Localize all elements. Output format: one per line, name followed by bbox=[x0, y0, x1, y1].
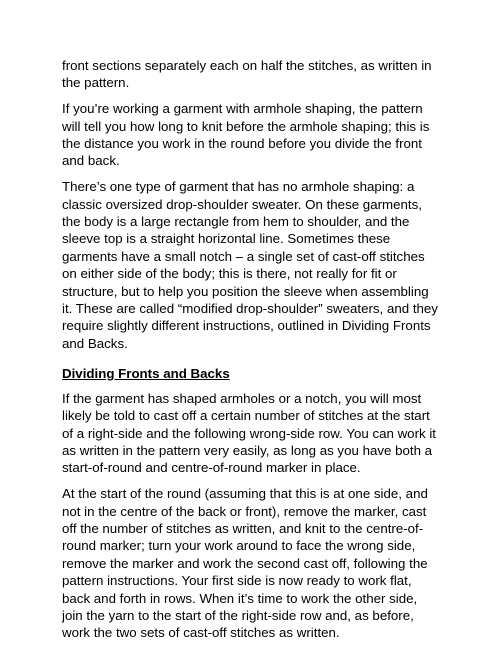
body-paragraph-1: front sections separately each on half the stitches, as written in the pattern. bbox=[62, 58, 432, 91]
document-page bbox=[62, 57, 438, 650]
body-paragraph-4: If the garment has shaped armholes or a notch, you will most likely be told to cast off a certain number of stitches at the start of a right-side and the following wrong-side row. You can work it as written in the pattern very easily, as long as you have both a start-of-round and centre-of-round marker in place. bbox=[62, 390, 437, 476]
body-paragraph-2: If you’re working a garment with armhole shaping, the pattern will tell you how long to knit before the armhole shaping; this is the distance you work in the round before you divide the front and back. bbox=[62, 101, 430, 169]
body-paragraph-3: There’s one type of garment that has no armhole shaping: a classic oversized drop-shoulder sweater. On these garments, the body is a large rectangle from hem to shoulder, and the sleeve top is a straight horizontal line. Sometimes these garments have a small notch – a single set of cast-off stitches on either side of the body; this is there, not really for fit or structure, but to help you position the sleeve when assembling it. These are called “modified drop-shoulder” sweaters, and they require slightly different instructions, outlined in Dividing Fronts and Backs. bbox=[62, 179, 438, 351]
section-heading: Dividing Fronts and Backs bbox=[62, 366, 230, 382]
body-paragraph-5: At the start of the round (assuming that this is at one side, and not in the centre of the back or front), remove the marker, cast off the number of stitches as written, and knit to the centre-of-round marker; turn your work around to face the wrong side, remove the marker and work the second cast off, following the pattern instructions. Your first side is now ready to work flat, back and forth in rows. When it’s time to work the other side, join the yarn to the start of the right-side row and, as before, work the two sets of cast-off stitches as written. bbox=[62, 486, 428, 641]
